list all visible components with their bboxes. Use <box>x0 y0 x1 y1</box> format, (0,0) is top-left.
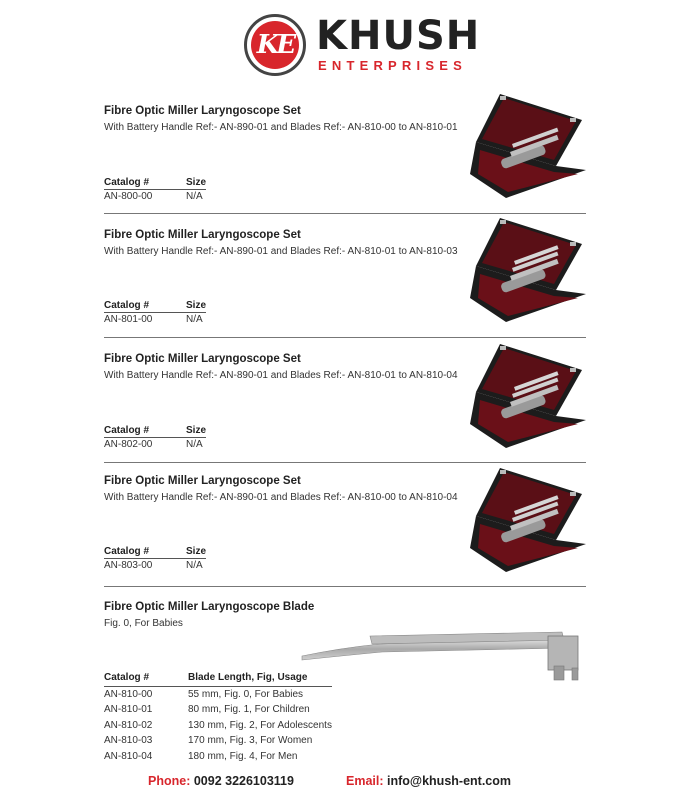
product-description: With Battery Handle Ref:- AN-890-01 and Blades Ref:- AN-810-00 to AN-810-04 <box>104 492 458 503</box>
blade-detail: 180 mm, Fig. 4, For Men <box>188 750 298 762</box>
blade-detail: 80 mm, Fig. 1, For Children <box>188 704 310 715</box>
section-divider <box>104 586 586 587</box>
catalog-table-4 <box>104 545 206 572</box>
case-illustration <box>470 218 586 322</box>
laryngoscope-case-image-1 <box>470 90 588 202</box>
product-title: Fibre Optic Miller Laryngoscope Set <box>104 105 301 117</box>
catalog-row <box>104 559 206 572</box>
email-address[interactable]: info@khush-ent.com <box>387 774 511 788</box>
blade-detail-header: Blade Length, Fig, Usage <box>188 672 308 683</box>
catalog-header-label: Catalog # <box>104 300 150 311</box>
laryngoscope-case-image-3 <box>470 340 588 452</box>
catalog-header <box>104 545 206 559</box>
blade-description: Fig. 0, For Babies <box>104 618 183 629</box>
catalog-header <box>104 176 206 190</box>
blade-catalog-number: AN-810-00 <box>104 688 153 700</box>
blade-row <box>104 733 332 749</box>
brand-subtitle: ENTERPRISES <box>318 58 467 73</box>
blade-detail: 170 mm, Fig. 3, For Women <box>188 735 313 746</box>
blade-table-header <box>104 670 332 687</box>
catalog-header <box>104 299 206 313</box>
section-divider <box>104 462 586 463</box>
blade-row <box>104 687 332 703</box>
catalog-table-2 <box>104 299 206 326</box>
product-description: With Battery Handle Ref:- AN-890-01 and Blades Ref:- AN-810-00 to AN-810-01 <box>104 122 458 133</box>
phone-label: Phone: <box>148 774 191 788</box>
catalog-number: AN-801-00 <box>104 314 153 325</box>
size-header-label: Size <box>186 300 207 311</box>
catalog-row <box>104 190 206 203</box>
blade-title: Fibre Optic Miller Laryngoscope Blade <box>104 601 315 613</box>
catalog-size: N/A <box>186 560 203 571</box>
blade-catalog-number: AN-810-03 <box>104 735 153 746</box>
catalog-size: N/A <box>186 314 203 325</box>
product-description: With Battery Handle Ref:- AN-890-01 and Blades Ref:- AN-810-01 to AN-810-04 <box>104 370 458 381</box>
product-title: Fibre Optic Miller Laryngoscope Set <box>104 475 301 487</box>
product-title: Fibre Optic Miller Laryngoscope Set <box>104 229 301 241</box>
catalog-row <box>104 313 206 326</box>
case-illustration <box>470 468 586 572</box>
blade-table <box>104 670 332 764</box>
catalog-row <box>104 438 206 451</box>
blade-row <box>104 702 332 718</box>
product-title: Fibre Optic Miller Laryngoscope Set <box>104 353 301 365</box>
phone-number: 0092 3226103119 <box>193 774 294 788</box>
blade-catalog-number: AN-810-02 <box>104 719 153 731</box>
product-description: With Battery Handle Ref:- AN-890-01 and Blades Ref:- AN-810-01 to AN-810-03 <box>104 246 458 257</box>
blade-catalog-number: AN-810-04 <box>104 750 153 762</box>
size-header-label: Size <box>186 425 207 436</box>
blade-row <box>104 749 332 765</box>
blade-row <box>104 718 332 734</box>
catalog-table-3 <box>104 424 206 451</box>
catalog-table-1 <box>104 176 206 203</box>
catalog-number: AN-802-00 <box>104 439 153 450</box>
catalog-number: AN-803-00 <box>104 560 153 571</box>
email-contact <box>346 774 511 788</box>
catalog-size: N/A <box>186 191 203 202</box>
phone-contact <box>148 774 294 788</box>
miller-blade-image <box>300 622 592 688</box>
email-label: Email: <box>346 774 384 788</box>
blade-detail: 55 mm, Fig. 0, For Babies <box>188 688 304 700</box>
logo-emblem <box>244 14 306 76</box>
size-header-label: Size <box>186 546 207 557</box>
catalog-header-label: Catalog # <box>104 177 150 188</box>
case-illustration <box>470 94 586 198</box>
catalog-size: N/A <box>186 439 203 450</box>
catalog-header-label: Catalog # <box>104 425 150 436</box>
blade-detail: 130 mm, Fig. 2, For Adolescents <box>188 719 332 731</box>
brand-name: KHUSH <box>316 13 481 59</box>
catalog-header <box>104 424 206 438</box>
laryngoscope-case-image-2 <box>470 214 588 326</box>
size-header-label: Size <box>186 177 207 188</box>
catalog-header-label: Catalog # <box>104 546 150 557</box>
laryngoscope-case-image-4 <box>470 464 588 576</box>
logo-monogram: KE <box>251 21 299 69</box>
blade-illustration <box>302 632 578 680</box>
brand-logo <box>240 12 481 80</box>
blade-catalog-header: Catalog # <box>104 672 150 683</box>
catalog-number: AN-800-00 <box>104 191 153 202</box>
case-illustration <box>470 344 586 448</box>
blade-catalog-number: AN-810-01 <box>104 704 153 715</box>
section-divider <box>104 337 586 338</box>
